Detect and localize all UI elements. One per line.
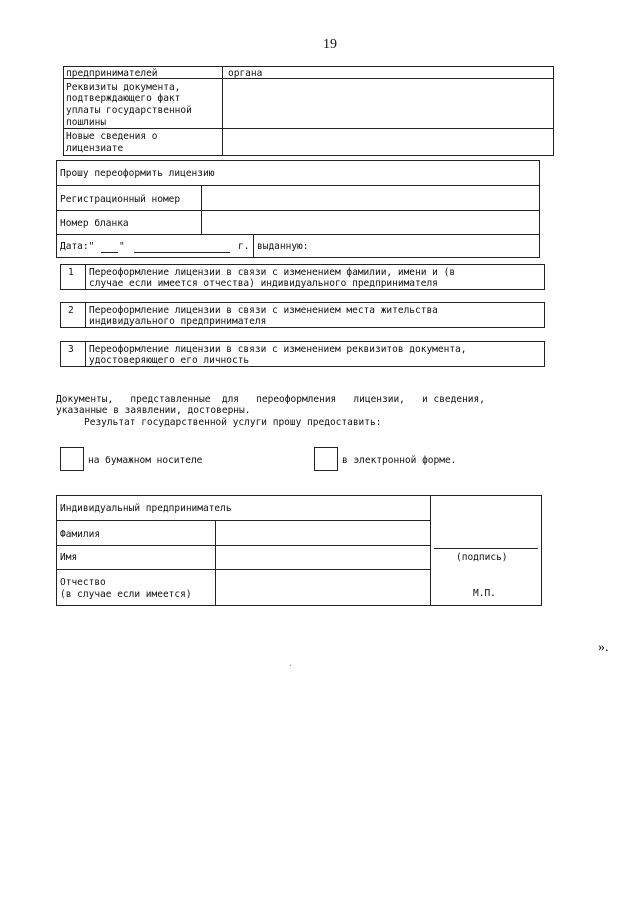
blank-number-label: Номер бланка bbox=[60, 218, 129, 229]
option-number: 2 bbox=[68, 305, 74, 316]
closing-quote: ». bbox=[598, 640, 609, 655]
option-number: 1 bbox=[68, 267, 74, 278]
stamp-caption: М.П. bbox=[473, 588, 496, 599]
surname-field[interactable] bbox=[216, 521, 429, 544]
paper-label: на бумажном носителе bbox=[88, 455, 203, 466]
signature-caption: (подпись) bbox=[456, 552, 508, 563]
signature-line[interactable] bbox=[434, 548, 538, 549]
stray-dot: . bbox=[288, 659, 293, 668]
date-label: Дата:" bbox=[60, 241, 95, 252]
reg-number-label: Регистрационный номер bbox=[60, 194, 181, 205]
row-label-payment-doc: пошлины bbox=[66, 117, 107, 128]
option-text: случае если имеется отчества) индивидуального предпринимателя bbox=[89, 278, 438, 289]
date-year-suffix: г. bbox=[238, 241, 250, 252]
row-label-payment-doc: Реквизиты документа, bbox=[66, 82, 181, 93]
date-quote: " bbox=[119, 241, 125, 252]
option-text: Переоформление лицензии в связи с изменением места жительства bbox=[89, 305, 438, 316]
statement-line: указанные в заявлении, достоверны. bbox=[56, 405, 251, 416]
signature-table-divider bbox=[430, 495, 431, 606]
info-table-divider bbox=[222, 66, 223, 156]
option-text: Переоформление лицензии в связи с изменением реквизитов документа, bbox=[89, 344, 467, 355]
date-day-field[interactable] bbox=[101, 252, 118, 253]
statement-line: Документы, представленные для переоформления лицензии, и сведения, bbox=[56, 394, 485, 405]
request-col-line bbox=[253, 234, 254, 258]
option-text: индивидуального предпринимателя bbox=[89, 316, 267, 327]
row-value-authority: органа bbox=[228, 68, 263, 79]
option-number: 3 bbox=[68, 344, 74, 355]
result-request-line: Результат государственной услуги прошу предоставить: bbox=[84, 417, 382, 428]
request-heading: Прошу переоформить лицензию bbox=[60, 168, 215, 179]
patronymic-field[interactable] bbox=[216, 570, 429, 605]
row-label-payment-doc: подтверждающего факт bbox=[66, 93, 181, 104]
option-num-divider bbox=[85, 341, 86, 367]
blank-number-field[interactable] bbox=[202, 211, 539, 233]
request-row-line bbox=[56, 234, 540, 235]
option-text: Переоформление лицензии в связи с изменением фамилии, имени и (в bbox=[89, 267, 456, 278]
reg-number-field[interactable] bbox=[202, 186, 539, 209]
surname-label: Фамилия bbox=[60, 529, 101, 540]
row-label-new-info: Новые сведения о bbox=[66, 131, 158, 142]
info-table-row-line bbox=[63, 128, 554, 129]
row-label-new-info: лицензиате bbox=[66, 143, 124, 154]
name-label: Имя bbox=[60, 552, 78, 563]
electronic-checkbox[interactable] bbox=[314, 447, 338, 471]
name-field[interactable] bbox=[216, 546, 429, 568]
option-num-divider bbox=[85, 302, 86, 328]
row-label-payment-doc: уплаты государственной bbox=[66, 105, 192, 116]
electronic-label: в электронной форме. bbox=[342, 455, 457, 466]
patronymic-label: Отчество bbox=[60, 577, 106, 588]
date-month-field[interactable] bbox=[134, 252, 230, 253]
patronymic-label: (в случае если имеется) bbox=[60, 589, 192, 600]
row-label-entrepreneurs: предпринимателей bbox=[66, 68, 158, 79]
issued-label: выданную: bbox=[257, 241, 309, 252]
option-num-divider bbox=[85, 264, 86, 290]
paper-checkbox[interactable] bbox=[60, 447, 84, 471]
page-number: 19 bbox=[323, 37, 337, 52]
option-text: удостоверяющего его личность bbox=[89, 355, 250, 366]
entrepreneur-header: Индивидуальный предприниматель bbox=[60, 503, 232, 514]
